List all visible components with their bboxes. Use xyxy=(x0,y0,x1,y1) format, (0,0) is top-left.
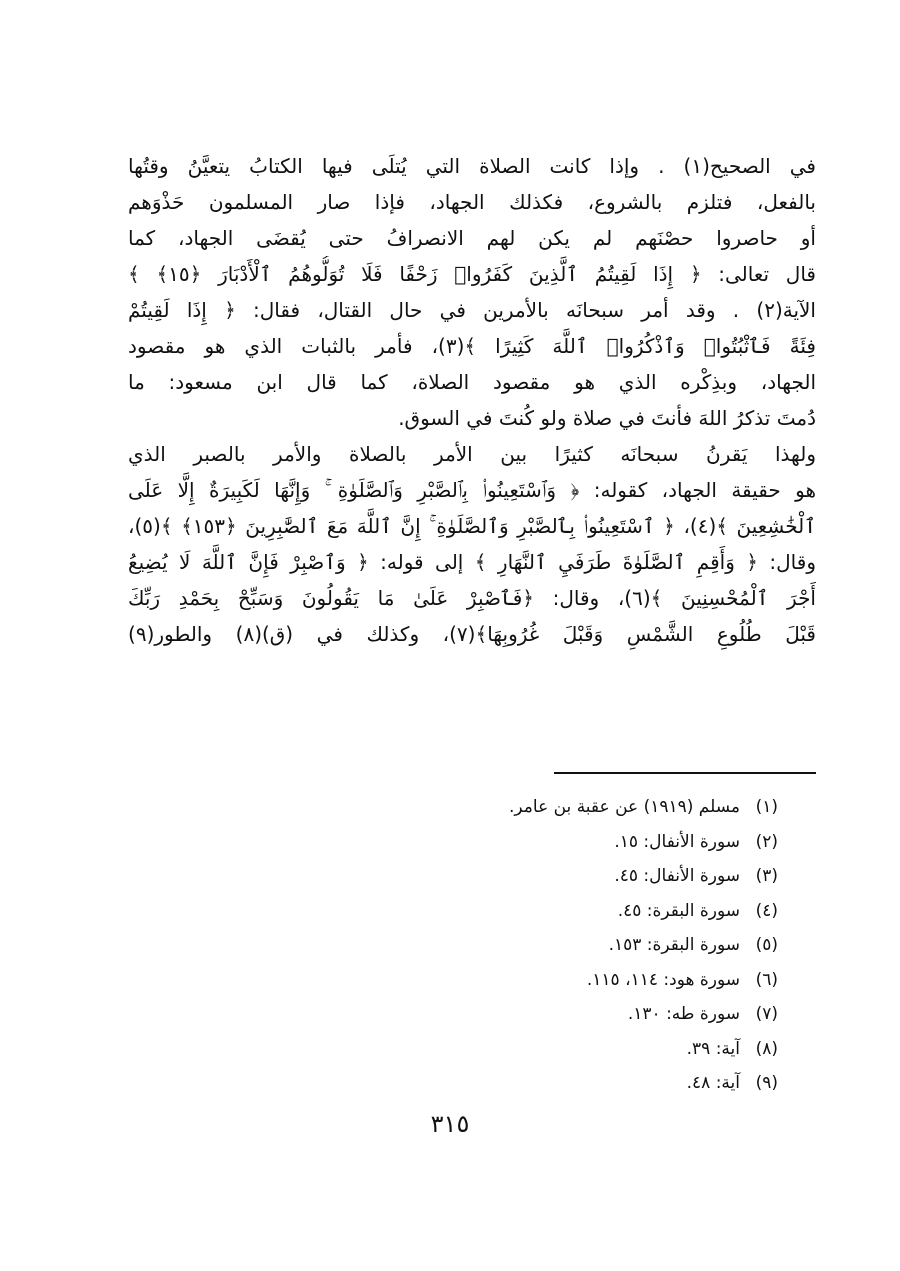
footnote-number: (٢) xyxy=(755,831,778,852)
footnote-number: (٤) xyxy=(755,900,778,921)
page-number: ٣١٥ xyxy=(430,1110,470,1138)
text-line: وقال: ﴿ وَأَقِمِ ٱلصَّلَوٰةَ طَرَفَيِ ٱلنَّهَارِ ﴾ إلى قوله: ﴿ وَٱصْبِرْ فَإِنَّ ٱللَّهَ لَا يُضِيعُ xyxy=(128,550,816,574)
text-line: قال تعالى: ﴿ إِذَا لَقِيتُمُ ٱلَّذِينَ كَفَرُوا۟ زَحْفًا فَلَا تُوَلُّوهُمُ ٱلْأَدْبَارَ ﴿١٥﴾ ﴾ xyxy=(128,262,816,286)
text-line: ٱلْخَٰشِعِينَ ﴾(٤)، ﴿ ٱسْتَعِينُوا۟ بِٱلصَّبْرِ وَٱلصَّلَوٰةِ ۚ إِنَّ ٱللَّهَ مَعَ ٱلصَّٰبِرِينَ ﴿١٥٣﴾ ﴾(٥)، xyxy=(128,514,816,538)
text-line: الآية(٢) . وقد أمر سبحانَه بالأمرين في حال القتال، فقال: ﴿ إِذَا لَقِيتُمْ xyxy=(128,298,816,322)
footnote-item xyxy=(300,1066,778,1101)
text-line: ولهذا يَقرنُ سبحانَه كثيرًا بين الأمر بالصلاة والأمر بالصبر الذي xyxy=(128,442,816,466)
text-line: بالفعل، فتلزم بالشروع، فكذلك الجهاد، فإذا صار المسلمون حَذْوَهم xyxy=(128,190,816,214)
text-line: فِئَةً فَٱثْبُتُوا۟ وَٱذْكُرُوا۟ ٱللَّهَ كَثِيرًا ﴾(٣)، فأمر بالثبات الذي هو مقصود xyxy=(128,334,816,358)
footnote-text: آية: ٤٨. xyxy=(686,1073,740,1093)
footnote-item xyxy=(300,894,778,929)
footnote-item xyxy=(300,825,778,860)
footnote-number: (١) xyxy=(755,797,778,817)
text-line: دُمتَ تذكرُ اللهَ فأنتَ في صلاة ولو كُنتَ في السوق. xyxy=(398,406,816,430)
footnote-number: (٨) xyxy=(755,1038,778,1059)
footnote-text: سورة البقرة: ٤٥. xyxy=(617,900,740,921)
footnote-number: (٧) xyxy=(755,1004,778,1024)
footnote-text: سورة طه: ١٣٠. xyxy=(627,1004,740,1024)
text-line: أَجْرَ ٱلْمُحْسِنِينَ ﴾(٦)، وقال: ﴿فَٱصْبِرْ عَلَىٰ مَا يَقُولُونَ وَسَبِّحْ بِحَمْدِ رَبِّكَ xyxy=(128,586,816,610)
footnote-item xyxy=(300,790,778,825)
footnote-text: مسلم (١٩١٩) عن عقبة بن عامر. xyxy=(509,797,740,817)
footnote-number: (٥) xyxy=(755,935,778,955)
footnote-item xyxy=(300,997,778,1032)
footnote-item xyxy=(300,963,778,998)
text-line: قَبْلَ طُلُوعِ الشَّمْسِ وَقَبْلَ غُرُوبِهَا﴾(٧)، وكذلك في (ق)(٨) والطور(٩) xyxy=(128,622,816,646)
main-text xyxy=(128,148,816,652)
footnotes xyxy=(300,790,778,1101)
text-line: الجهاد، وبذِكْره الذي هو مقصود الصلاة، كما قال ابن مسعود: ما xyxy=(128,370,816,394)
footnote-number: (٩) xyxy=(755,1073,778,1093)
text-line: أو حاصروا حصْنَهم لم يكن لهم الانصرافُ حتى يُقضَى الجهاد، كما xyxy=(128,226,816,250)
footnote-text: سورة الأنفال: ١٥. xyxy=(614,831,740,852)
footnote-item xyxy=(300,928,778,963)
footnote-text: سورة هود: ١١٤، ١١٥. xyxy=(586,969,740,990)
footnote-item xyxy=(300,1032,778,1067)
footnote-number: (٣) xyxy=(755,866,778,886)
text-line: في الصحيح(١) . وإذا كانت الصلاة التي يُتلَى فيها الكتابُ يتعيَّنُ وقتُها xyxy=(128,154,816,178)
footnote-text: آية: ٣٩. xyxy=(686,1038,740,1059)
footnote-number: (٦) xyxy=(755,969,778,990)
footnote-item xyxy=(300,859,778,894)
text-line: هو حقيقة الجهاد، كقوله: ﴿ وَٱسْتَعِينُوا۟ بِٱلصَّبْرِ وَٱلصَّلَوٰةِ ۚ وَإِنَّهَا لَكَبِيرَةٌ إِلَّا عَلَى xyxy=(128,478,816,502)
footnote-text: سورة الأنفال: ٤٥. xyxy=(614,866,740,886)
footnote-text: سورة البقرة: ١٥٣. xyxy=(608,935,740,955)
footnote-separator xyxy=(554,772,816,774)
